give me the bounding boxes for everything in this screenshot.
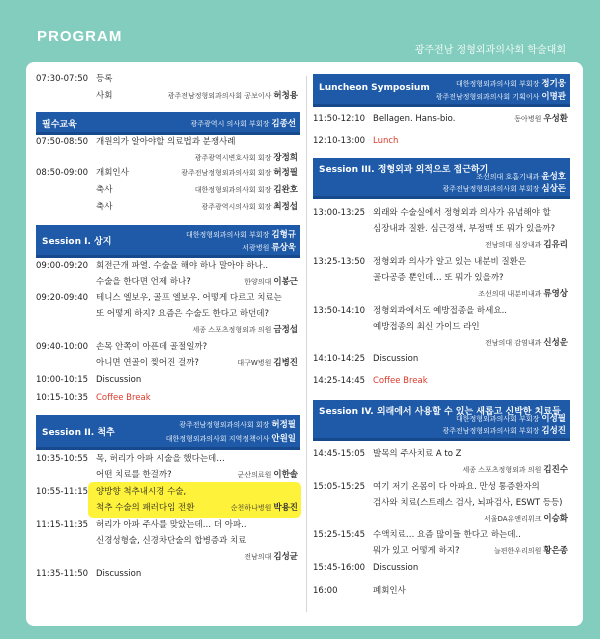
section-header-session-4: Session IV. 외래에서 사용할 수 있는 새롭고 신박한 치료들 대한정형외과의사회 부회장 이성필 광주전남정형외과의사회 부회장 김성진 bbox=[313, 400, 570, 441]
section-header-session-1: Session I. 상지 대한정형외과의사회 부회장 김형규 서광병원 류상욱 bbox=[36, 225, 300, 258]
section-header-luncheon: Luncheon Symposium 대한정형외과의사회 부회장 정기웅 광주전남정형외과의사회 기획이사 이명관 bbox=[313, 74, 570, 107]
program-card: 07:30-07:50 등록 사회 광주전남정형외과의사회 공보이사 허청용 필수교육 광주광역시 의사회 부회장 김종선 07:50-08:50 개원의가 알아야할 의료법과 분쟁사례 광주광역시변호사회 회장 장정희 08:50-09:00 개회인사 광주전남정형외과의사회 회장 허정필 축사 대한정형외과의사회 회장 김완호 축사 광주광역시의사회 회장 최정섭 Session I. 상지 대한정형외과의사회 부회장 김형규 서광병원 류상욱 09:00-09:20 회전근개 파열. 수술을 해야 하나 말아야 하나.. 수술을 한다면 언제 하나? 한양의대 이봉근 09:20-09:40 테니스 엘보우, 골프 엘보우. 어떻게 다르고 치료는 또 어떻게 하지? 요즘은 수술도 한다고 하던데? 세종 스포츠정형외과 의원 금정섭 09:40-10:00 손목 안쪽이 아픈데 골절일까? 아니면 연골이 찢어진 걸까? 대구W병원 김병진 10:00-10:15 Discussion 10:15-10:35 Coffee Break Session II. 척추 광주전남정형외과의사회 회장 허정필 대한정형외과의사회 지역정책이사 안원일 10:35-10:55 목, 허리가 아파 시술을 했다는데… 어떤 치료를 한걸까? 군산의료원 이한솔 10:55-11:15 양방향 척추내시경 수술, 척추 수술의 패러다임 전환 순천하나병원 박용진 11:15-11:35 허리가 아파 주사를 맞았는데… 더 아파.. 신경성형술, 신경차단술의 합병증과 치료 전남의대 김성균 11:35-11:50 Discussion Luncheon Symposium 대한정형외과의사회 부회장 정기웅 광주전남정형외과의사회 기획이사 이명관 11:50-12:10 Bellagen. Hans-bio. 동아병원 우성환 12:10-13:00 Lunch Session III. 정형외과 외적으로 접근하기 조선의대 호흡기내과 윤성호 광주전남정형외과의사회 부회장 심상돈 13:00-13:25 외래와 수술실에서 정형외과 의사가 유념해야 할 심장내과 질환. 심근경색, 부정맥 또 뭐가 있을까? 전남의대 심장내과 김유리 13:25-13:50 정형외과 의사가 알고 있는 내분비 질환은 골다공증 뿐인데… 또 뭐가 있을까? 조선의대 내분비내과 류영상 13:50-14:10 정형외과에서도 예방접종을 하세요.. 예방접종의 최신 가이드 라인 전남의대 감염내과 신성운 14:10-14:25 Discussion 14:25-14:45 Coffee Break Session IV. 외래에서 사용할 수 있는 새롭고 신박한 치료들 대한정형외과의사회 부회장 이성필 광주전남정형외과의사회 부회장 김성진 14:45-15:05 발목의 주사치료 A to Z 세종 스포츠정형외과 의원 김진수 15:05-15:25 여기 저기 온몸이 다 아파요. 만성 통증환자의 검사와 치료(스트레스 검사, 뇌파검사, ESWT 등등) 서울DA유앤리위크 이승화 15:25-15:45 수액치료… 요즘 많이들 한다고 하는데.. 뭐가 있고 어떻게 하지? 늘편한우리의원 황은종 15:45-16:00 Discussion 16:00 폐회인사 bbox=[26, 62, 583, 626]
section-header-required: 필수교육 광주광역시 의사회 부회장 김종선 bbox=[36, 112, 300, 135]
program-label: PROGRAM bbox=[37, 28, 123, 45]
column-divider bbox=[306, 76, 307, 612]
section-header-session-3: Session III. 정형외과 외적으로 접근하기 조선의대 호흡기내과 윤성호 광주전남정형외과의사회 부회장 심상돈 bbox=[313, 158, 570, 199]
event-title: 광주전남 정형외과의사회 학술대회 bbox=[414, 45, 566, 56]
section-header-session-2: Session II. 척추 광주전남정형외과의사회 회장 허정필 대한정형외과의사회 지역정책이사 안원일 bbox=[36, 415, 300, 450]
